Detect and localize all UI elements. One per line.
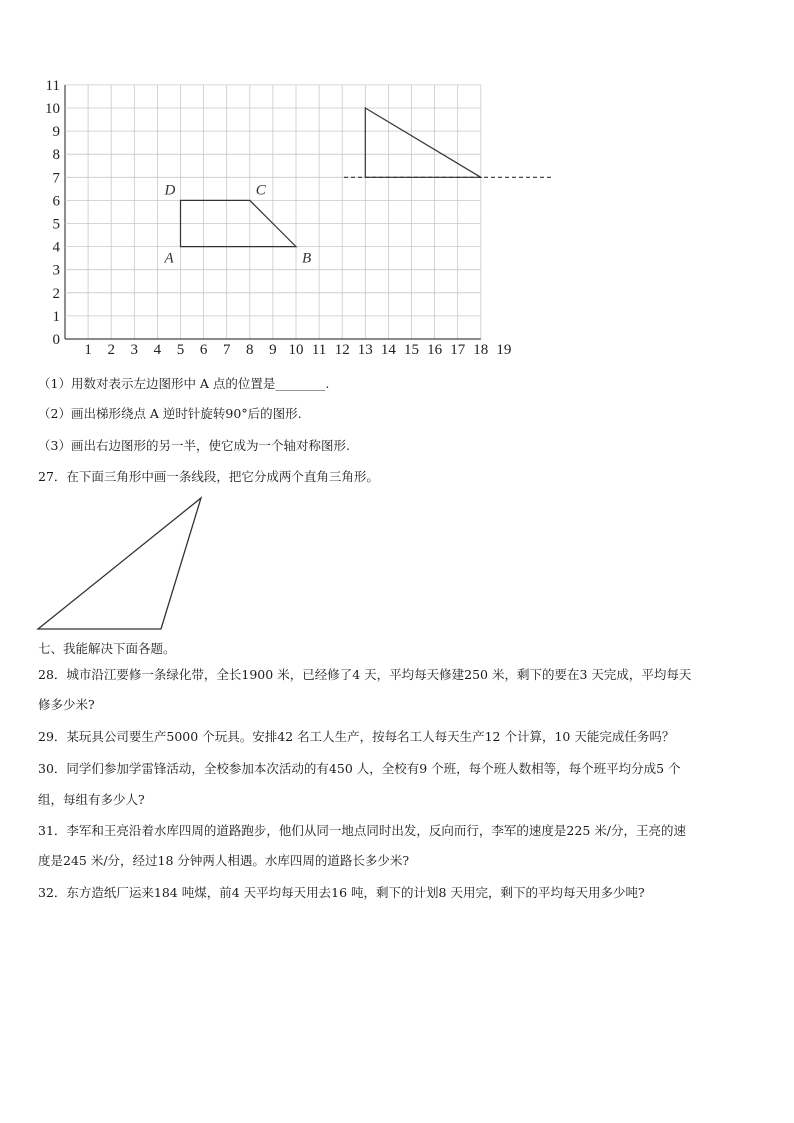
- q31-line1: 31．李军和王亮沿着水库四周的道路跑步，他们从同一地点同时出发，反向而行，李军的速度是225 米/分，王亮的速: [38, 823, 686, 838]
- x-tick-label: 13: [357, 342, 373, 358]
- y-tick-label: 4: [52, 239, 60, 256]
- y-tick-label: 0: [52, 332, 60, 348]
- x-tick-label: 10: [288, 342, 304, 358]
- q27-text: 27．在下面三角形中画一条线段，把它分成两个直角三角形。: [38, 469, 379, 484]
- x-tick-label: 11: [311, 342, 327, 358]
- x-tick-label: 1: [84, 342, 92, 358]
- y-tick-label: 6: [52, 193, 60, 210]
- q30-line2: 组，每组有多少人?: [38, 792, 145, 807]
- x-tick-label: 9: [269, 342, 277, 358]
- q28-line1: 28．城市沿江要修一条绿化带，全长1900 米，已经修了4 天，平均每天修建250 米，剩下的要在3 天完成，平均每天: [38, 667, 692, 682]
- x-tick-label: 5: [176, 342, 185, 358]
- y-tick-label: 7: [52, 170, 60, 187]
- x-tick-label: 4: [153, 342, 162, 358]
- x-tick-label: 18: [473, 342, 489, 358]
- y-tick-label: 2: [52, 285, 60, 302]
- half-triangle-shape: [365, 108, 481, 177]
- q27-triangle: [38, 498, 201, 629]
- q28-line2: 修多少米?: [38, 697, 95, 712]
- x-tick-label: 15: [404, 342, 419, 358]
- q26-part2: （2）画出梯形绕点 A 逆时针旋转90°后的图形.: [38, 406, 302, 421]
- vertex-label-a: A: [164, 250, 174, 267]
- x-tick-label: 8: [246, 342, 254, 358]
- y-tick-label: 10: [45, 101, 60, 117]
- x-tick-label: 3: [130, 342, 139, 358]
- q30-line1: 30．同学们参加学雷锋活动，全校参加本次活动的有450 人，全校有9 个班，每个班人数相等，每个班平均分成5 个: [38, 761, 681, 776]
- x-tick-label: 12: [334, 342, 350, 358]
- y-tick-label: 1: [52, 308, 60, 325]
- vertex-label-c: C: [255, 182, 266, 199]
- x-tick-label: 19: [496, 342, 512, 358]
- x-axis-tick-labels: [84, 342, 511, 358]
- trapezoid-vertex-labels: [164, 182, 312, 266]
- q29-text: 29．某玩具公司要生产5000 个玩具。安排42 名工人生产，按每名工人每天生产12 个计算，10 天能完成任务吗？: [38, 729, 675, 744]
- y-tick-label: 3: [52, 262, 60, 279]
- y-tick-label: 8: [52, 147, 60, 164]
- y-axis-tick-labels: [45, 78, 61, 348]
- q26-part3: （3）画出右边图形的另一半，使它成为一个轴对称图形.: [38, 438, 350, 453]
- x-tick-label: 2: [107, 342, 115, 358]
- x-tick-label: 6: [199, 342, 208, 358]
- x-tick-label: 17: [450, 342, 466, 358]
- x-tick-label: 7: [222, 342, 231, 358]
- q32-text: 32．东方造纸厂运来184 吨煤，前4 天平均每天用去16 吨，剩下的计划8 天用完，剩下的平均每天用多少吨?: [38, 885, 645, 900]
- q31-line2: 度是245 米/分，经过18 分钟两人相遇。水库四周的道路长多少米?: [38, 853, 410, 868]
- coordinate-grid-figure: [0, 0, 794, 370]
- section-7-heading: 七、我能解决下面各题。: [38, 641, 176, 656]
- x-tick-label: 14: [380, 342, 396, 358]
- vertex-label-d: D: [164, 182, 176, 199]
- q26-part1: （1）用数对表示左边图形中 A 点的位置是________.: [38, 376, 330, 391]
- x-tick-label: 16: [427, 342, 443, 358]
- vertex-label-b: B: [302, 250, 312, 267]
- y-tick-label: 5: [52, 216, 60, 233]
- y-tick-label: 9: [52, 124, 60, 141]
- y-tick-label: 11: [45, 77, 60, 94]
- q27-triangle-figure: [0, 490, 260, 640]
- grid-lines: [65, 85, 481, 339]
